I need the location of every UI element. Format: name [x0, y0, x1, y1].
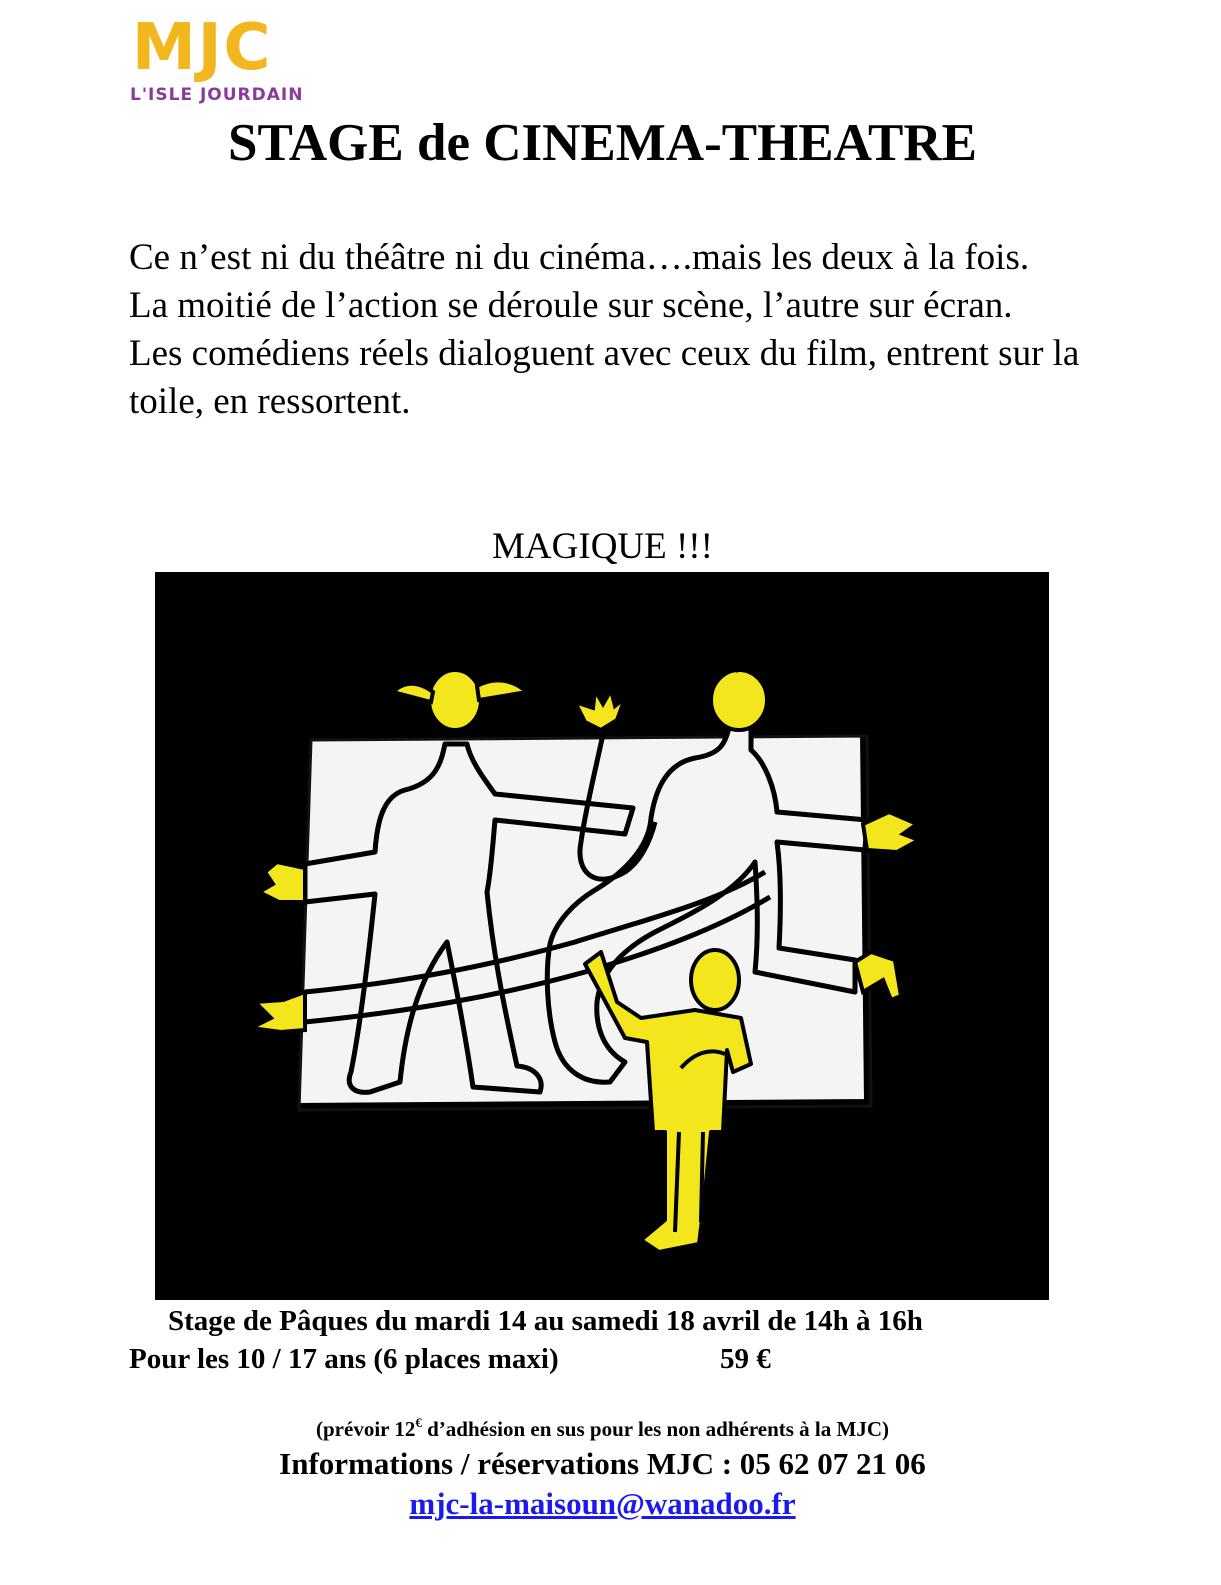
- contact-info: Informations / réservations MJC : 05 62 07 21 06: [279, 1446, 926, 1481]
- mjc-logo: [128, 10, 303, 110]
- workshop-dates: Stage de Pâques du mardi 14 au samedi 18 avril de 14h à 16h: [168, 1305, 923, 1337]
- logo-town-text: L'ISLE JOURDAIN: [130, 85, 304, 105]
- logo-mjc-text: MJC: [132, 11, 273, 85]
- cinema-theatre-illustration: [155, 572, 1049, 1300]
- membership-note-after: d’adhésion en sus pour les non adhérents à la MJC): [421, 1417, 889, 1441]
- email-line: [0, 1484, 1205, 1524]
- price: 59 €: [720, 1343, 771, 1375]
- intro-line-1: Ce n’est ni du théâtre ni du cinéma….mais les deux à la fois.: [129, 237, 1030, 278]
- intro-line-2: La moitié de l’action se déroule sur scène, l’autre sur écran.: [129, 285, 1013, 326]
- membership-currency: €: [415, 1415, 422, 1430]
- page-title: STAGE de CINEMA-THEATRE: [228, 114, 977, 172]
- email-link[interactable]: mjc-la-maisoun@wanadoo.fr: [409, 1486, 796, 1521]
- membership-note-before: (prévoir 12: [316, 1417, 416, 1441]
- intro-line-3: Les comédiens réels dialoguent avec ceux du film, entrent sur la toile, en ressortent.: [129, 333, 1080, 422]
- magique-exclamation: MAGIQUE !!!: [492, 526, 713, 567]
- age-range: Pour les 10 / 17 ans (6 places maxi): [129, 1343, 559, 1375]
- membership-note: [0, 1414, 1205, 1444]
- intro-text: [129, 234, 1089, 426]
- cinema-theatre-drawing-icon: [155, 572, 1049, 1300]
